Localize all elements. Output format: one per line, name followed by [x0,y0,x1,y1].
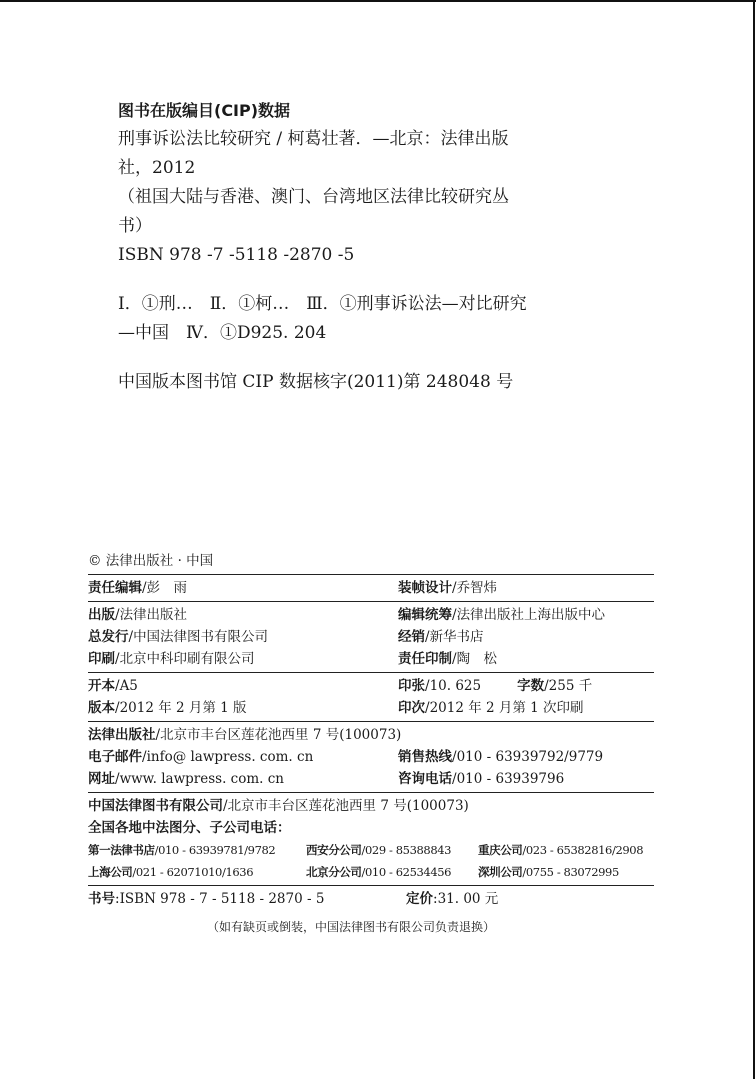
planning-label: 编辑统筹 [398,607,452,623]
inquiry-label: 咨询电话 [398,771,452,787]
branch-phone: 0755 - 83072995 [525,865,619,879]
cip-line-4: 书） [118,216,152,236]
contact-block: 法律出版社/北京市丰台区莲花池西里 7 号(100073) 电子邮件/info@ lawpress. com. cn 销售热线/010 - 63939792/9779 网址/www. lawpress. com. cn 咨询电话/010 - 63939796 [88,721,654,792]
words-label: 字数 [517,678,545,694]
branch-phone: 029 - 85388843 [364,843,452,857]
impression-value: 2012 年 2 月第 1 次印刷 [429,700,584,716]
page-border-right [753,0,755,1079]
cip-section [118,96,678,397]
printer-value: 北京中科印刷有限公司 [119,651,255,667]
cip-isbn: ISBN 978 -7 -5118 -2870 -5 [118,245,355,265]
design-value: 乔智炜 [456,580,498,596]
imprint-section [88,548,654,935]
distributor-label: 总发行 [88,629,129,645]
price-value: 31. 00 元 [437,891,499,907]
branch-label: 重庆公司 [478,843,523,857]
cip-class-2: —中国 Ⅳ．①D925. 204 [118,323,327,343]
sheets-label: 印张 [398,678,425,694]
distributor-contact-block: 中国法律图书有限公司/北京市丰台区莲花池西里 7 号(100073) 全国各地中法图分、子公司电话： 第一法律书店/010 - 63939781/9782 西安分公司/029 - 85388843 重庆公司/023 - 65382816/2908 上海公司/021 - 62071010/1636 北京分公司/010 - 62534456 深圳公司/0755 - 83072995 [88,792,654,885]
email-label: 电子邮件 [88,749,142,765]
cip-class-1: Ⅰ．①刑… Ⅱ．①柯… Ⅲ．①刑事诉讼法—对比研究 [118,294,527,314]
printer-label: 印刷 [88,651,115,667]
email-value: info@ lawpress. com. cn [146,749,314,765]
copyright-line: © 法律出版社 · 中国 [88,553,214,569]
format-value: A5 [119,678,138,694]
distributor-value: 中国法律图书有限公司 [133,629,269,645]
cip-line-2: 社，2012 [118,158,196,178]
branch-phone: 021 - 62071010/1636 [135,865,254,879]
branch-label: 深圳公司 [478,865,523,879]
cip-heading: 图书在版编目(CIP)数据 [118,101,291,120]
publisher-label: 出版 [88,607,115,623]
publisher-block: 出版/法律出版社 编辑统筹/法律出版社上海出版中心 总发行/中国法律图书有限公司 经销/新华书店 印刷/北京中科印刷有限公司 责任印制/陶 松 [88,601,654,672]
branches-heading: 全国各地中法图分、子公司电话： [88,820,291,836]
cip-line-1: 刑事诉讼法比较研究 / 柯葛壮著．—北京：法律出版 [118,129,509,149]
branch-phone: 010 - 62534456 [364,865,452,879]
branch-label: 北京分公司 [306,865,362,879]
dist-addr-label: 中国法律图书有限公司 [88,798,223,814]
return-notice: （如有缺页或倒装，中国法律图书有限公司负责退换） [206,920,495,934]
cip-line-3: （祖国大陆与香港、澳门、台湾地区法律比较研究丛 [118,187,509,207]
price-label: 定价 [406,891,433,907]
web-label: 网址 [88,771,115,787]
editor-value: 彭 雨 [146,580,188,596]
branch-label: 第一法律书店 [88,843,155,857]
branch-label: 上海公司 [88,865,133,879]
branch-phone: 010 - 63939781/9782 [158,843,276,857]
editor-block: 责任编辑/彭 雨 装帧设计/乔智炜 [88,574,654,601]
hotline-label: 销售热线 [398,749,452,765]
seller-value: 新华书店 [429,629,484,645]
bookno-label: 书号 [88,891,115,907]
design-label: 装帧设计 [398,580,452,596]
print-resp-value: 陶 松 [456,651,498,667]
print-resp-label: 责任印制 [398,651,452,667]
edition-label: 版本 [88,700,115,716]
editor-label: 责任编辑 [88,580,142,596]
inquiry-value: 010 - 63939796 [456,771,565,787]
format-block: 开本/A5 印张/10. 625 字数/255 千 版本/2012 年 2 月第 1 版 印次/2012 年 2 月第 1 次印刷 [88,672,654,721]
branch-label: 西安分公司 [306,843,362,857]
seller-label: 经销 [398,629,425,645]
publisher-value: 法律出版社 [119,607,188,623]
edition-value: 2012 年 2 月第 1 版 [119,700,247,716]
bookno-value: ISBN 978 - 7 - 5118 - 2870 - 5 [119,891,325,907]
words-value: 255 千 [548,678,593,694]
impression-label: 印次 [398,700,425,716]
dist-addr-value: 北京市丰台区莲花池西里 7 号(100073) [227,798,469,814]
price-block: 书号:ISBN 978 - 7 - 5118 - 2870 - 5 定价:31. 00 元 [88,885,654,912]
web-value: www. lawpress. com. cn [119,771,284,787]
pub-addr-value: 北京市丰台区莲花池西里 7 号(100073) [160,727,402,743]
cip-verify: 中国版本图书馆 CIP 数据核字(2011)第 248048 号 [118,372,514,392]
format-label: 开本 [88,678,115,694]
branch-phone: 023 - 65382816/2908 [525,843,644,857]
sheets-value: 10. 625 [429,678,482,694]
pub-addr-label: 法律出版社 [88,727,156,743]
hotline-value: 010 - 63939792/9779 [456,749,604,765]
planning-value: 法律出版社上海出版中心 [456,607,606,623]
branches-row-1: 第一法律书店/010 - 63939781/9782 西安分公司/029 - 85388843 重庆公司/023 - 65382816/2908 [88,843,644,857]
branches-row-2: 上海公司/021 - 62071010/1636 北京分公司/010 - 62534456 深圳公司/0755 - 83072995 [88,865,619,879]
page-border-top [0,0,756,2]
